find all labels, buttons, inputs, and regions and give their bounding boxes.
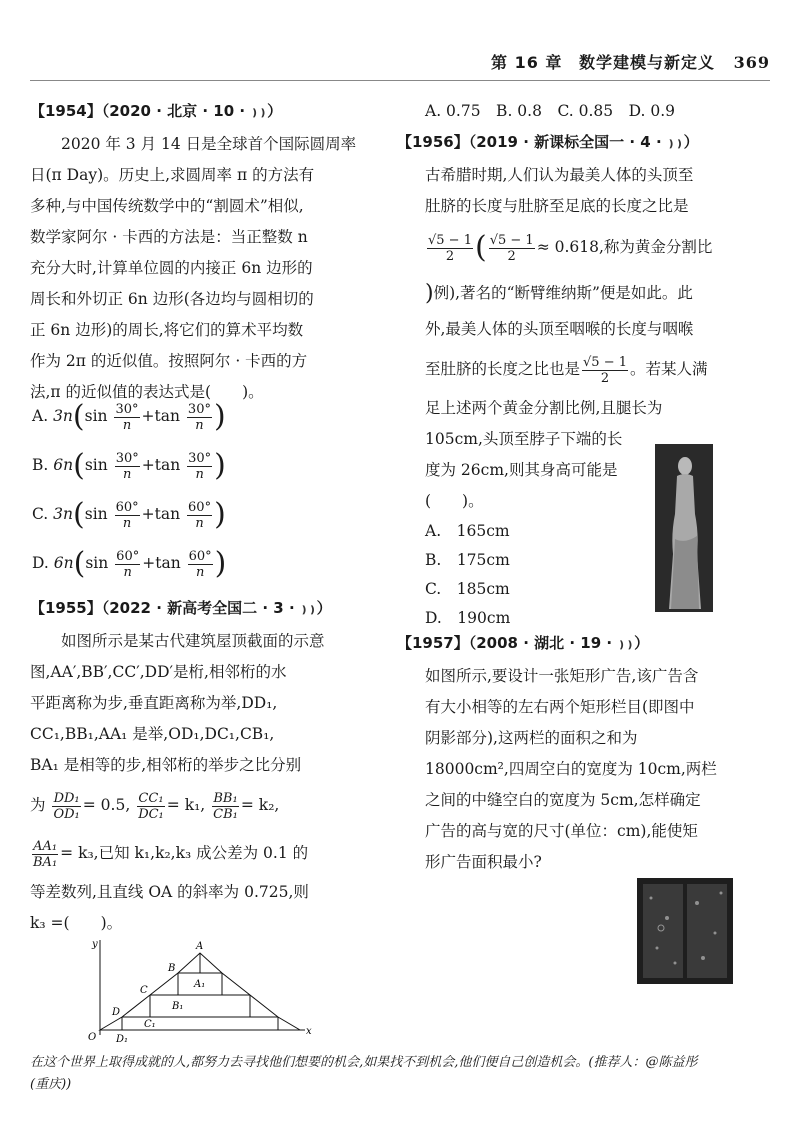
problem-1956-line-1: 肚脐的长度与肚脐至足底的长度之比是 bbox=[425, 197, 689, 215]
option-c: C. 185cm bbox=[425, 580, 510, 598]
problem-1957-line-0: 如图所示,要设计一张矩形广告,该广告含 bbox=[425, 667, 699, 685]
problem-id: 【1954】 bbox=[30, 102, 102, 120]
problem-1956-line-4: 至肚脐的长度之比也是 $\frac{√5 - 1}{2}$ 。若某人满 bbox=[425, 354, 708, 386]
problem-1955-line-after1: 等差数列,且直线 OA 的斜率为 0.725,则 bbox=[30, 883, 309, 901]
label-B: B bbox=[168, 963, 176, 974]
problem-1954-heading: 【1954】（2020 · 北京 · 10 · ❫❫） bbox=[30, 102, 283, 120]
label-C1: C₁ bbox=[144, 1019, 156, 1030]
problem-1956-line-8: ( )。 bbox=[425, 492, 484, 510]
difficulty-icon: ❫❫ bbox=[666, 139, 684, 150]
page-footer-quote bbox=[30, 1052, 775, 1096]
problem-1954-line-6: 正 6n 边形)的周长,将它们的算术平均数 bbox=[30, 321, 304, 339]
difficulty-icon: ❫❫ bbox=[299, 605, 317, 616]
problem-1955-line-3: CC₁,BB₁,AA₁ 是举,OD₁,DC₁,CB₁, bbox=[30, 725, 275, 743]
problem-source: （2020 · 北京 · 10 · bbox=[101, 102, 251, 120]
problem-id: 【1956】 bbox=[397, 133, 469, 151]
problem-1954-line-4: 充分大时,计算单位圆的内接正 6n 边形的 bbox=[30, 259, 313, 277]
label-y: y bbox=[92, 939, 98, 950]
option-b: B. 6n(sin $\frac{30^\circ}{n}$ +tan $\frac{30^\circ}{n}$ ) bbox=[32, 448, 226, 483]
option-b: B. 175cm bbox=[425, 551, 510, 569]
problem-1957-line-5: 广告的高与宽的尺寸(单位：cm),能使矩 bbox=[425, 822, 698, 840]
option-a: A. 3n(sin $\frac{30^\circ}{n}$ +tan $\frac{30^\circ}{n}$ ) bbox=[32, 399, 226, 434]
problem-1955-line-after2: k₃ =( )。 bbox=[30, 914, 123, 932]
problem-1954-line-0: 2020 年 3 月 14 日是全球首个国际圆周率 bbox=[61, 135, 357, 153]
problem-1954-line-5: 周长和外切正 6n 边形(各边均与圆相切的 bbox=[30, 290, 314, 308]
problem-1957 bbox=[397, 628, 772, 878]
problem-1956-line-7: 度为 26cm,则其身高可能是 bbox=[425, 461, 618, 479]
footer-line-2: (重庆)) bbox=[30, 1077, 72, 1092]
problem-1954 bbox=[30, 96, 375, 408]
chapter-title: 数学建模与新定义 bbox=[579, 53, 716, 72]
problem-1955-answers bbox=[425, 96, 770, 127]
problem-id: 【1957】 bbox=[397, 634, 469, 652]
label-C: C bbox=[140, 985, 148, 996]
problem-1955-line-4: BA₁ 是相等的步,相邻桁的举步之比分别 bbox=[30, 756, 302, 774]
problem-1954-line-1: 日(π Day)。历史上,求圆周率 π 的方法有 bbox=[30, 166, 315, 184]
label-D: D bbox=[112, 1007, 121, 1018]
roof-cross-section-diagram bbox=[80, 935, 320, 1045]
option-a: A. 165cm bbox=[425, 522, 510, 540]
problem-1957-heading: 【1957】（2008 · 湖北 · 19 · ❫❫） bbox=[397, 634, 650, 652]
problem-1956-line-6: 105cm,头顶至脖子下端的长 bbox=[425, 430, 623, 448]
problem-source: （2022 · 新高考全国二 · 3 · bbox=[101, 599, 300, 617]
footer-line-1: 在这个世界上取得成就的人,都努力去寻找他们想要的机会,如果找不到机会,他们便自己创造机会。(推荐人：@陈益彤 bbox=[30, 1055, 698, 1070]
page-header bbox=[0, 50, 770, 73]
problem-1956-options bbox=[397, 517, 772, 633]
label-O: O bbox=[88, 1032, 97, 1043]
problem-1955-ratios: 为 $\frac{\text{DD₁}}{\text{OD₁}}$ = 0.5, $\frac{\text{CC₁}}{\text{DC₁}}$ = k₁, $\frac{\text{BB₁}}{\text{CB₁}}$ = k₂, bbox=[30, 790, 280, 822]
problem-1957-line-3: 18000cm²,四周空白的宽度为 10cm,两栏 bbox=[425, 760, 717, 778]
problem-1956-line-2: )例),著名的“断臂维纳斯”便是如此。此 bbox=[425, 281, 693, 306]
problem-1957-line-6: 形广告面积最小? bbox=[425, 853, 542, 871]
advertisement-figure bbox=[637, 878, 733, 984]
label-x: x bbox=[306, 1026, 312, 1037]
problem-1957-line-1: 有大小相等的左右两个矩形栏目(即图中 bbox=[425, 698, 695, 716]
problem-1956-heading: 【1956】（2019 · 新课标全国一 · 4 · ❫❫） bbox=[397, 133, 699, 151]
problem-1956 bbox=[397, 127, 772, 633]
option-c: C. 3n(sin $\frac{60^\circ}{n}$ +tan $\frac{60^\circ}{n}$ ) bbox=[32, 497, 226, 532]
problem-1954-line-2: 多种,与中国传统数学中的“割圆术”相似, bbox=[30, 197, 304, 215]
problem-1954-line-7: 作为 2π 的近似值。按照阿尔 · 卡西的方 bbox=[30, 352, 308, 370]
option-d: D. 6n(sin $\frac{60^\circ}{n}$ +tan $\frac{60^\circ}{n}$ ) bbox=[32, 546, 227, 581]
problem-1955 bbox=[30, 593, 375, 939]
problem-1956-line-3: 外,最美人体的头顶至咽喉的长度与咽喉 bbox=[425, 320, 694, 338]
problem-1956-golden-ratio: $\frac{√5 - 1}{2}$ ( $\frac{√5 - 1}{2}$ ≈ 0.618,称为黄金分割比 bbox=[428, 230, 713, 265]
problem-1955-options: A. 0.75 B. 0.8 C. 0.85 D. 0.9 bbox=[425, 102, 676, 120]
header-rule bbox=[30, 80, 770, 81]
chapter-number: 第 16 章 bbox=[491, 53, 563, 72]
problem-1955-line-0: 如图所示是某古代建筑屋顶截面的示意 bbox=[61, 632, 325, 650]
label-D1: D₁ bbox=[116, 1034, 129, 1045]
label-A1: A₁ bbox=[194, 979, 206, 990]
problem-source: （2008 · 湖北 · 19 · bbox=[468, 634, 618, 652]
problem-1956-line-0: 古希腊时期,人们认为最美人体的头顶至 bbox=[425, 166, 694, 184]
difficulty-icon: ❫❫ bbox=[617, 640, 635, 651]
problem-1957-line-4: 之间的中缝空白的宽度为 5cm,怎样确定 bbox=[425, 791, 701, 809]
difficulty-icon: ❫❫ bbox=[250, 108, 268, 119]
problem-1957-line-2: 阴影部分),这两栏的面积之和为 bbox=[425, 729, 638, 747]
problem-1954-line-3: 数学家阿尔 · 卡西的方法是：当正整数 n bbox=[30, 228, 308, 246]
problem-1954-options bbox=[32, 392, 372, 588]
label-A: A bbox=[196, 941, 204, 952]
problem-1955-line-1: 图,AA′,BB′,CC′,DD′是桁,相邻桁的水 bbox=[30, 663, 287, 681]
problem-id: 【1955】 bbox=[30, 599, 102, 617]
problem-source: （2019 · 新课标全国一 · 4 · bbox=[468, 133, 667, 151]
problem-1955-heading: 【1955】（2022 · 新高考全国二 · 3 · ❫❫） bbox=[30, 599, 332, 617]
label-B1: B₁ bbox=[172, 1001, 184, 1012]
problem-1954-line-8: 法,π 的近似值的表达式是( )。 bbox=[30, 383, 264, 401]
venus-statue-image bbox=[655, 444, 713, 612]
problem-1955-line-2: 平距离称为步,垂直距离称为举,DD₁, bbox=[30, 694, 278, 712]
problem-1955-ratio-k3: $\frac{\text{AA₁}}{\text{BA₁}}$ = k₃,已知 k₁,k₂,k₃ 成公差为 0.1 的 bbox=[33, 838, 309, 870]
problem-1956-line-5: 足上述两个黄金分割比例,且腿长为 bbox=[425, 399, 663, 417]
page-number: 369 bbox=[733, 53, 770, 72]
option-d: D. 190cm bbox=[425, 609, 511, 627]
